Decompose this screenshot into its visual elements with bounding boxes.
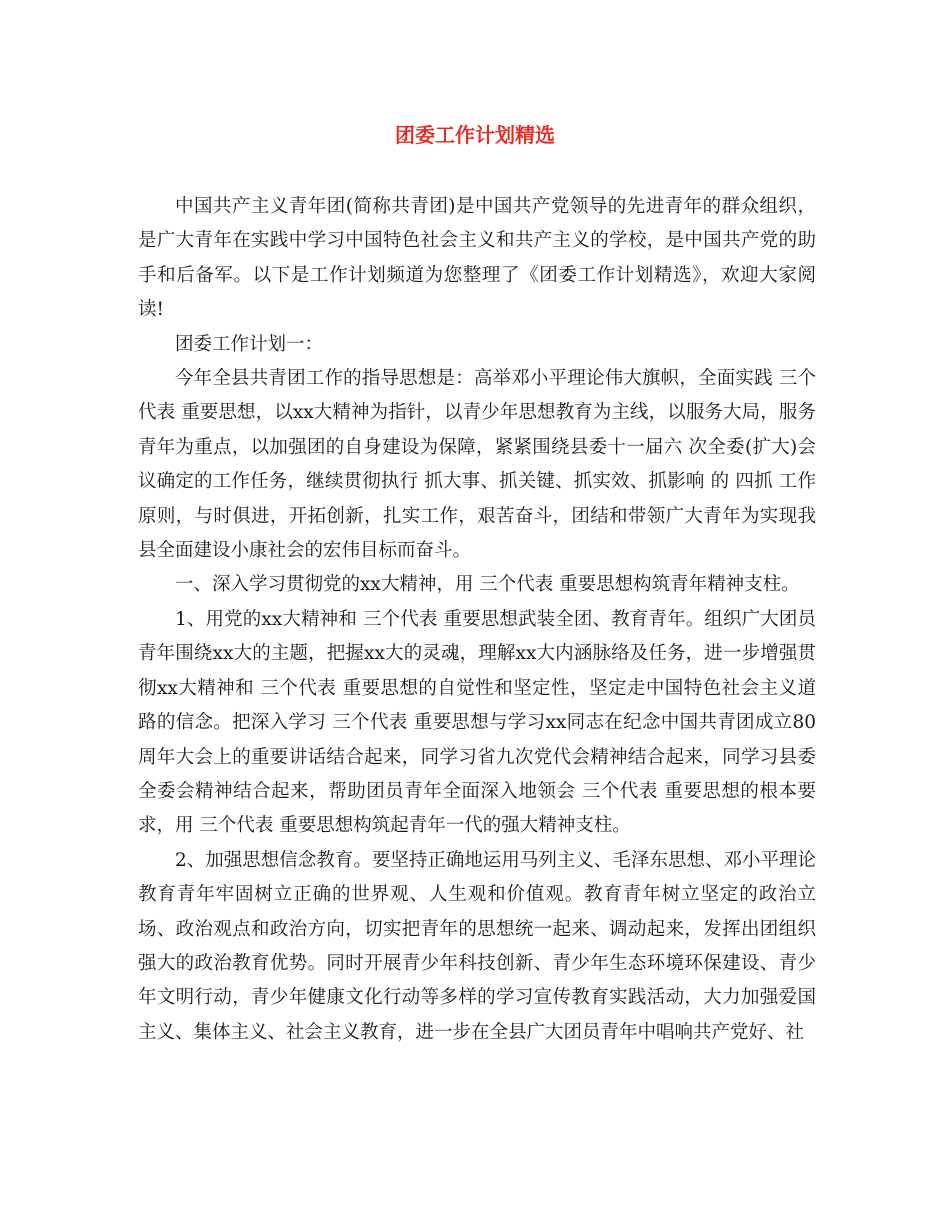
document-body	[138, 190, 816, 1050]
paragraph-guiding-thought: 今年全县共青团工作的指导思想是：高举邓小平理论伟大旗帜，全面实践 三个代表 重要思想，以xx大精神为指针，以青少年思想教育为主线，以服务大局，服务青年为重点，以加强团的自身建设为保障，紧紧围绕县委十一届六 次全委(扩大)会议确定的工作任务，继续贯彻执行 抓大事、抓关键、抓实效、抓影响 的 四抓 工作原则，与时俱进，开拓创新，扎实工作，艰苦奋斗，团结和带领广大青年为实现我县全面建设小康社会的宏伟目标而奋斗。	[138, 368, 816, 562]
paragraph-intro: 中国共产主义青年团(简称共青团)是中国共产党领导的先进青年的群众组织，是广大青年在实践中学习中国特色社会主义和共产主义的学校，是中国共产党的助手和后备军。以下是工作计划频道为您整理了《团委工作计划精选》，欢迎大家阅读!	[138, 196, 816, 321]
paragraph-plan-one-heading: 团委工作计划一：	[175, 333, 324, 355]
paragraph-section-one-heading: 一、深入学习贯彻党的xx大精神，用 三个代表 重要思想构筑青年精神支柱。	[175, 574, 800, 596]
document-title: 团委工作计划精选	[395, 123, 555, 147]
paragraph-item-two: 2、加强思想信念教育。要坚持正确地运用马列主义、毛泽东思想、邓小平理论教育青年牢固树立正确的世界观、人生观和价值观。教育青年树立坚定的政治立场、政治观点和政治方向，切实把青年的思想统一起来、调动起来，发挥出团组织强大的政治教育优势。同时开展青少年科技创新、青少年生态环境环保建设、青少年文明行动，青少年健康文化行动等多样的学习宣传教育实践活动，大力加强爱国主义、集体主义、社会主义教育，进一步在全县广大团员青年中唱响共产党好、社	[138, 849, 816, 1043]
paragraph-item-one: 1、用党的xx大精神和 三个代表 重要思想武装全团、教育青年。组织广大团员青年围绕xx大的主题，把握xx大的灵魂，理解xx大内涵脉络及任务，进一步增强贯彻xx大精神和 三个代表 重要思想的自觉性和坚定性，坚定走中国特色社会主义道路的信念。把深入学习 三个代表 重要思想与学习xx同志在纪念中国共青团成立80周年大会上的重要讲话结合起来，同学习省九次党代会精神结合起来，同学习县委全委会精神结合起来，帮助团员青年全面深入地领会 三个代表 重要思想的根本要求，用 三个代表 重要思想构筑起青年一代的强大精神支柱。	[138, 608, 816, 837]
